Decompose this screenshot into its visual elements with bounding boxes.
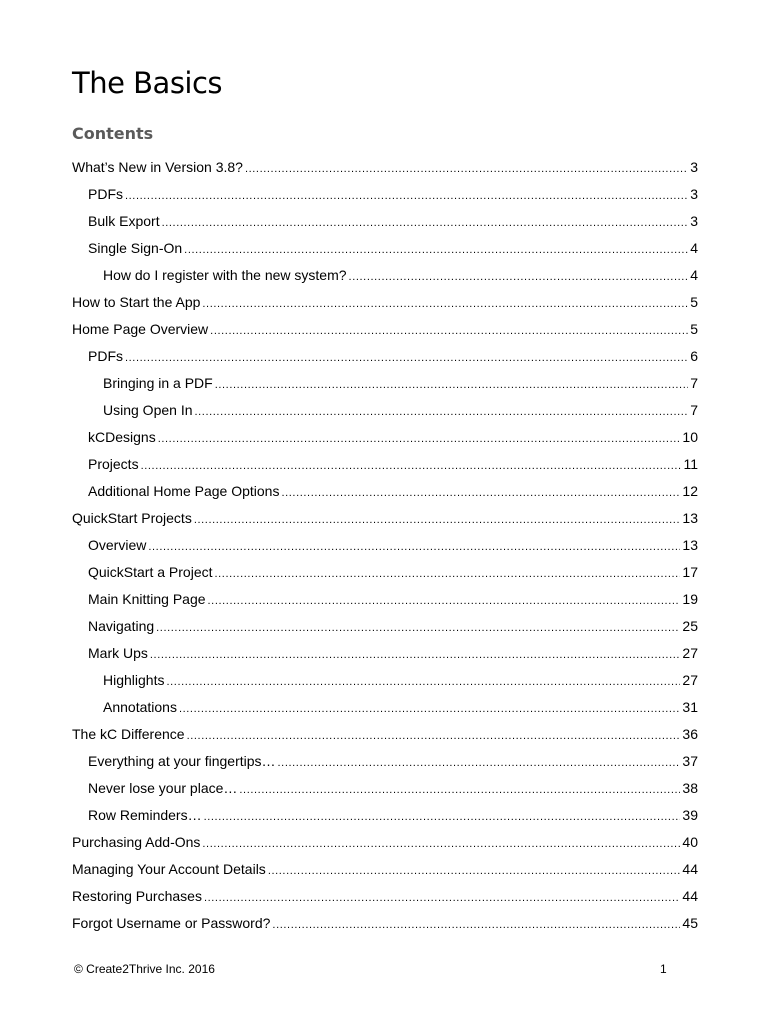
toc-entry-label: Managing Your Account Details [72, 861, 266, 877]
toc-entry-page-number: 25 [682, 618, 698, 634]
toc-entry-page-number: 7 [690, 375, 698, 391]
toc-entry[interactable] [72, 561, 698, 588]
toc-leader-dots [349, 266, 689, 288]
toc-entry-label: Annotations [103, 699, 177, 715]
toc-entry-label: Overview [88, 537, 147, 553]
toc-leader-dots [215, 374, 688, 396]
toc-entry-page-number: 5 [690, 321, 698, 337]
toc-entry-page-number: 27 [682, 645, 698, 661]
toc-entry[interactable] [72, 156, 698, 183]
toc-entry-label: Restoring Purchases [72, 888, 202, 904]
toc-entry-label: PDFs [88, 348, 123, 364]
toc-leader-dots [187, 725, 681, 747]
toc-leader-dots [210, 320, 688, 342]
toc-leader-dots [141, 455, 682, 477]
toc-entry-label: Forgot Username or Password? [72, 915, 271, 931]
toc-entry-page-number: 10 [682, 429, 698, 445]
toc-entry-page-number: 37 [682, 753, 698, 769]
toc-entry[interactable] [72, 183, 698, 210]
footer-page-number: 1 [660, 962, 667, 976]
toc-entry[interactable] [72, 615, 698, 642]
toc-entry[interactable] [72, 777, 698, 804]
toc-entry-label: Projects [88, 456, 139, 472]
toc-entry[interactable] [72, 912, 698, 939]
toc-entry-page-number: 45 [682, 915, 698, 931]
toc-entry-label: What’s New in Version 3.8? [72, 159, 243, 175]
toc-entry-page-number: 4 [690, 240, 698, 256]
toc-entry[interactable] [72, 534, 698, 561]
toc-entry-page-number: 7 [690, 402, 698, 418]
toc-leader-dots [215, 563, 681, 585]
toc-entry[interactable] [72, 426, 698, 453]
toc-entry[interactable] [72, 480, 698, 507]
toc-entry-page-number: 19 [682, 591, 698, 607]
toc-leader-dots [202, 833, 680, 855]
toc-leader-dots [268, 860, 681, 882]
toc-entry-label: Never lose your place… [88, 780, 238, 796]
toc-entry-label: How to Start the App [72, 294, 201, 310]
toc-entry[interactable] [72, 588, 698, 615]
toc-entry-page-number: 3 [690, 213, 698, 229]
toc-entry-label: Navigating [88, 618, 155, 634]
toc-leader-dots [239, 779, 680, 801]
toc-entry-page-number: 11 [683, 456, 698, 472]
toc-entry-page-number: 38 [682, 780, 698, 796]
toc-entry-page-number: 6 [690, 348, 698, 364]
toc-leader-dots [179, 698, 680, 720]
toc-entry[interactable] [72, 831, 698, 858]
toc-entry[interactable] [72, 318, 698, 345]
toc-entry-page-number: 44 [682, 861, 698, 877]
toc-entry[interactable] [72, 885, 698, 912]
toc-entry-label: Purchasing Add-Ons [72, 834, 201, 850]
toc-leader-dots [194, 509, 681, 531]
toc-entry[interactable] [72, 372, 698, 399]
toc-leader-dots [150, 644, 681, 666]
toc-entry[interactable] [72, 264, 698, 291]
toc-entry-label: QuickStart Projects [72, 510, 192, 526]
table-of-contents [72, 156, 698, 939]
toc-entry-page-number: 3 [690, 186, 698, 202]
toc-entry-label: Bringing in a PDF [103, 375, 213, 391]
toc-leader-dots [148, 536, 680, 558]
toc-entry-label: Highlights [103, 672, 165, 688]
toc-entry-label: QuickStart a Project [88, 564, 213, 580]
toc-entry-label: Using Open In [103, 402, 193, 418]
toc-entry[interactable] [72, 453, 698, 480]
toc-entry[interactable] [72, 291, 698, 318]
toc-entry-label: Row Reminders… [88, 807, 202, 823]
toc-entry-label: How do I register with the new system? [103, 267, 347, 283]
toc-entry-page-number: 3 [690, 159, 698, 175]
toc-entry-page-number: 4 [690, 267, 698, 283]
toc-entry[interactable] [72, 210, 698, 237]
toc-leader-dots [195, 401, 689, 423]
toc-leader-dots [184, 239, 688, 261]
toc-leader-dots [245, 158, 688, 180]
toc-leader-dots [125, 185, 688, 207]
toc-entry-page-number: 17 [682, 564, 698, 580]
toc-leader-dots [125, 347, 688, 369]
toc-entry[interactable] [72, 858, 698, 885]
toc-entry[interactable] [72, 723, 698, 750]
toc-entry-label: Bulk Export [88, 213, 160, 229]
toc-entry-page-number: 12 [682, 483, 698, 499]
page-title: The Basics [72, 66, 223, 100]
toc-leader-dots [272, 914, 680, 936]
toc-entry-label: PDFs [88, 186, 123, 202]
toc-leader-dots [202, 293, 688, 315]
toc-entry[interactable] [72, 642, 698, 669]
toc-entry-page-number: 13 [682, 510, 698, 526]
toc-entry[interactable] [72, 750, 698, 777]
toc-entry-label: Additional Home Page Options [88, 483, 280, 499]
toc-entry[interactable] [72, 345, 698, 372]
footer-copyright: © Create2Thrive Inc. 2016 [74, 962, 215, 976]
toc-leader-dots [158, 428, 681, 450]
toc-entry[interactable] [72, 696, 698, 723]
toc-entry-label: Single Sign-On [88, 240, 183, 256]
toc-entry-label: The kC Difference [72, 726, 185, 742]
toc-entry-page-number: 27 [682, 672, 698, 688]
toc-leader-dots [162, 212, 689, 234]
toc-entry[interactable] [72, 237, 698, 264]
toc-entry-label: Home Page Overview [72, 321, 209, 337]
toc-entry[interactable] [72, 507, 698, 534]
toc-entry-page-number: 39 [682, 807, 698, 823]
toc-entry[interactable] [72, 399, 698, 426]
toc-leader-dots [208, 590, 681, 612]
toc-entry-label: Main Knitting Page [88, 591, 206, 607]
toc-entry-page-number: 31 [682, 699, 698, 715]
toc-leader-dots [166, 671, 680, 693]
toc-leader-dots [204, 806, 681, 828]
toc-entry[interactable] [72, 804, 698, 831]
toc-entry-label: kCDesigns [88, 429, 156, 445]
toc-entry-label: Everything at your fingertips… [88, 753, 276, 769]
toc-entry-page-number: 44 [682, 888, 698, 904]
contents-heading: Contents [72, 124, 154, 143]
toc-leader-dots [204, 887, 680, 909]
toc-entry-page-number: 5 [690, 294, 698, 310]
toc-entry-page-number: 36 [682, 726, 698, 742]
toc-leader-dots [156, 617, 680, 639]
toc-entry[interactable] [72, 669, 698, 696]
toc-leader-dots [281, 482, 680, 504]
toc-entry-page-number: 40 [682, 834, 698, 850]
toc-entry-label: Mark Ups [88, 645, 148, 661]
toc-entry-page-number: 13 [682, 537, 698, 553]
toc-leader-dots [278, 752, 681, 774]
